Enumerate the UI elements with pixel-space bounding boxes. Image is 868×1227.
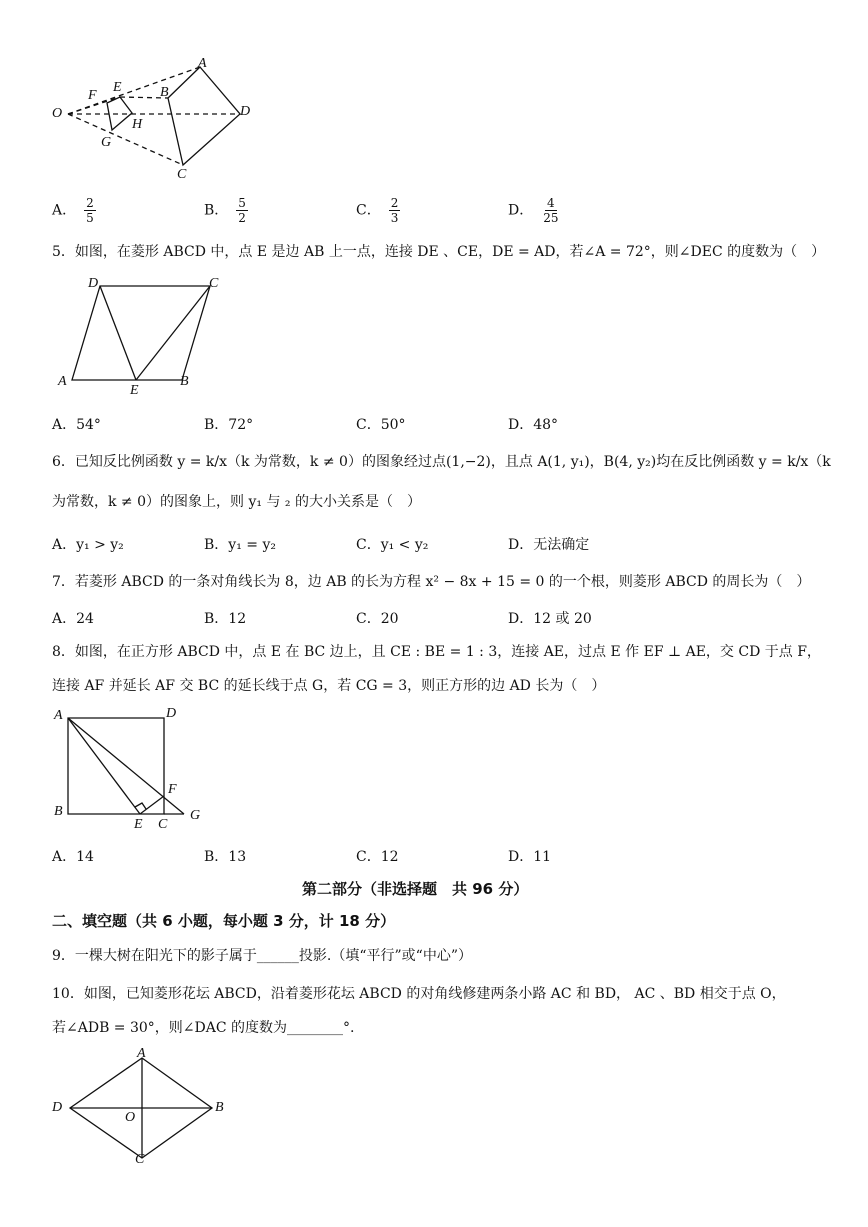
q5-option-d[interactable]: D．48° xyxy=(508,417,559,433)
q6-line2: 为常数，k ≠ 0）的图象上，则 y₁ 与 ₂ 的大小关系是（ ） xyxy=(52,494,421,510)
q7-option-a[interactable]: A．24 xyxy=(52,611,94,627)
q7-option-d[interactable]: D．12 或 20 xyxy=(508,611,592,627)
fig10-label-O: O xyxy=(125,1110,136,1125)
q8-option-a[interactable]: A．14 xyxy=(52,849,94,865)
q8-option-b[interactable]: B．13 xyxy=(204,849,247,865)
q8-option-c[interactable]: C．12 xyxy=(356,849,399,865)
q9-text: 9．一棵大树在阳光下的影子属于______投影.（填“平行”或“中心”） xyxy=(52,948,472,964)
q7-option-b[interactable]: B．12 xyxy=(204,611,247,627)
q10-line1: 10．如图，已知菱形花坛 ABCD，沿着菱形花坛 ABCD 的对角线修建两条小路 AC 和 BD， AC 、BD 相交于点 O， xyxy=(52,986,786,1002)
q6-option-c[interactable]: C．y₁ < y₂ xyxy=(356,537,429,553)
fig4-label-D: D xyxy=(240,104,251,119)
fraction-numerator: 4 xyxy=(547,196,555,210)
q7-text: 7．若菱形 ABCD 的一条对角线长为 8，边 AB 的长为方程 x² − 8x + 15 = 0 的一个根，则菱形 ABCD 的周长为（ ） xyxy=(52,574,811,590)
q4-option-b[interactable] xyxy=(204,196,248,225)
q5-option-b[interactable]: B．72° xyxy=(204,417,254,433)
fig4-label-C: C xyxy=(177,167,187,182)
q6-option-d[interactable]: D．无法确定 xyxy=(508,537,590,553)
fraction-denominator: 3 xyxy=(390,211,399,225)
q7-option-c[interactable]: C．20 xyxy=(356,611,399,627)
fig4-label-B: B xyxy=(160,85,169,100)
q5-option-c[interactable]: C．50° xyxy=(356,417,406,433)
fig10-label-D: D xyxy=(52,1100,63,1115)
q4-option-c[interactable] xyxy=(356,196,400,225)
figure-q4-drawing xyxy=(50,55,310,185)
fig4-label-G: G xyxy=(101,135,112,150)
fig5-label-A: A xyxy=(58,374,67,389)
q10-line2: 若∠ADB = 30°，则∠DAC 的度数为________°. xyxy=(52,1020,355,1036)
fig10-label-B: B xyxy=(215,1100,224,1115)
q8-line1: 8．如图，在正方形 ABCD 中，点 E 在 BC 边上，且 CE : BE = 1 : 3，连接 AE，过点 E 作 EF ⊥ AE，交 CD 于点 F， xyxy=(52,644,821,660)
fig4-label-F: F xyxy=(88,88,97,103)
q5-option-a[interactable]: A．54° xyxy=(52,417,101,433)
fig10-label-C: C xyxy=(135,1152,145,1167)
fig4-label-E: E xyxy=(113,80,122,95)
q4-option-d[interactable] xyxy=(508,196,561,225)
figure-q8-drawing xyxy=(66,716,206,826)
fig5-label-B: B xyxy=(180,374,189,389)
fig5-label-D: D xyxy=(88,276,99,291)
part2-title: 第二部分（非选择题 共 96 分） xyxy=(302,880,529,898)
fig8-label-E: E xyxy=(134,817,143,832)
fig4-label-O: O xyxy=(52,106,63,121)
fig8-label-C: C xyxy=(158,817,168,832)
fig5-label-C: C xyxy=(209,276,219,291)
q4-option-a[interactable] xyxy=(52,196,96,225)
fraction-denominator: 5 xyxy=(86,211,94,225)
fig8-label-F: F xyxy=(168,782,177,797)
fraction-numerator: 2 xyxy=(86,196,94,210)
fig4-label-H: H xyxy=(132,117,143,132)
fig8-label-B: B xyxy=(54,804,63,819)
fig4-label-A: A xyxy=(198,56,207,71)
fraction-numerator: 5 xyxy=(238,196,246,210)
figure-q5-drawing xyxy=(64,282,214,392)
fraction-denominator: 25 xyxy=(543,211,559,225)
q5-text: 5．如图，在菱形 ABCD 中，点 E 是边 AB 上一点，连接 DE 、CE，DE = AD，若∠A = 72°，则∠DEC 的度数为（ ） xyxy=(52,244,826,260)
fraction-denominator: 2 xyxy=(238,211,246,225)
option-letter: C． xyxy=(356,202,381,219)
option-letter: A． xyxy=(52,202,77,219)
q6-option-b[interactable]: B．y₁ = y₂ xyxy=(204,537,276,553)
fraction-numerator: 2 xyxy=(390,196,399,210)
fig10-label-A: A xyxy=(137,1046,146,1061)
fig8-label-A: A xyxy=(54,708,63,723)
fig8-label-G: G xyxy=(190,808,201,823)
option-letter: B． xyxy=(204,202,229,219)
fig8-label-D: D xyxy=(166,706,177,721)
q8-line2: 连接 AF 并延长 AF 交 BC 的延长线于点 G，若 CG = 3，则正方形的边 AD 长为（ ） xyxy=(52,678,606,694)
q8-option-d[interactable]: D．11 xyxy=(508,849,552,865)
section2-title: 二、填空题（共 6 小题，每小题 3 分，计 18 分） xyxy=(52,912,396,930)
figure-q10-drawing xyxy=(68,1056,228,1166)
fig5-label-E: E xyxy=(130,383,139,398)
q6-option-a[interactable]: A．y₁ > y₂ xyxy=(52,537,124,553)
option-letter: D． xyxy=(508,202,534,219)
q6-line1: 6．已知反比例函数 y = k/x（k 为常数，k ≠ 0）的图象经过点(1,−2)，且点 A(1, y₁)，B(4, y₂)均在反比例函数 y = k/x（k xyxy=(52,454,831,470)
